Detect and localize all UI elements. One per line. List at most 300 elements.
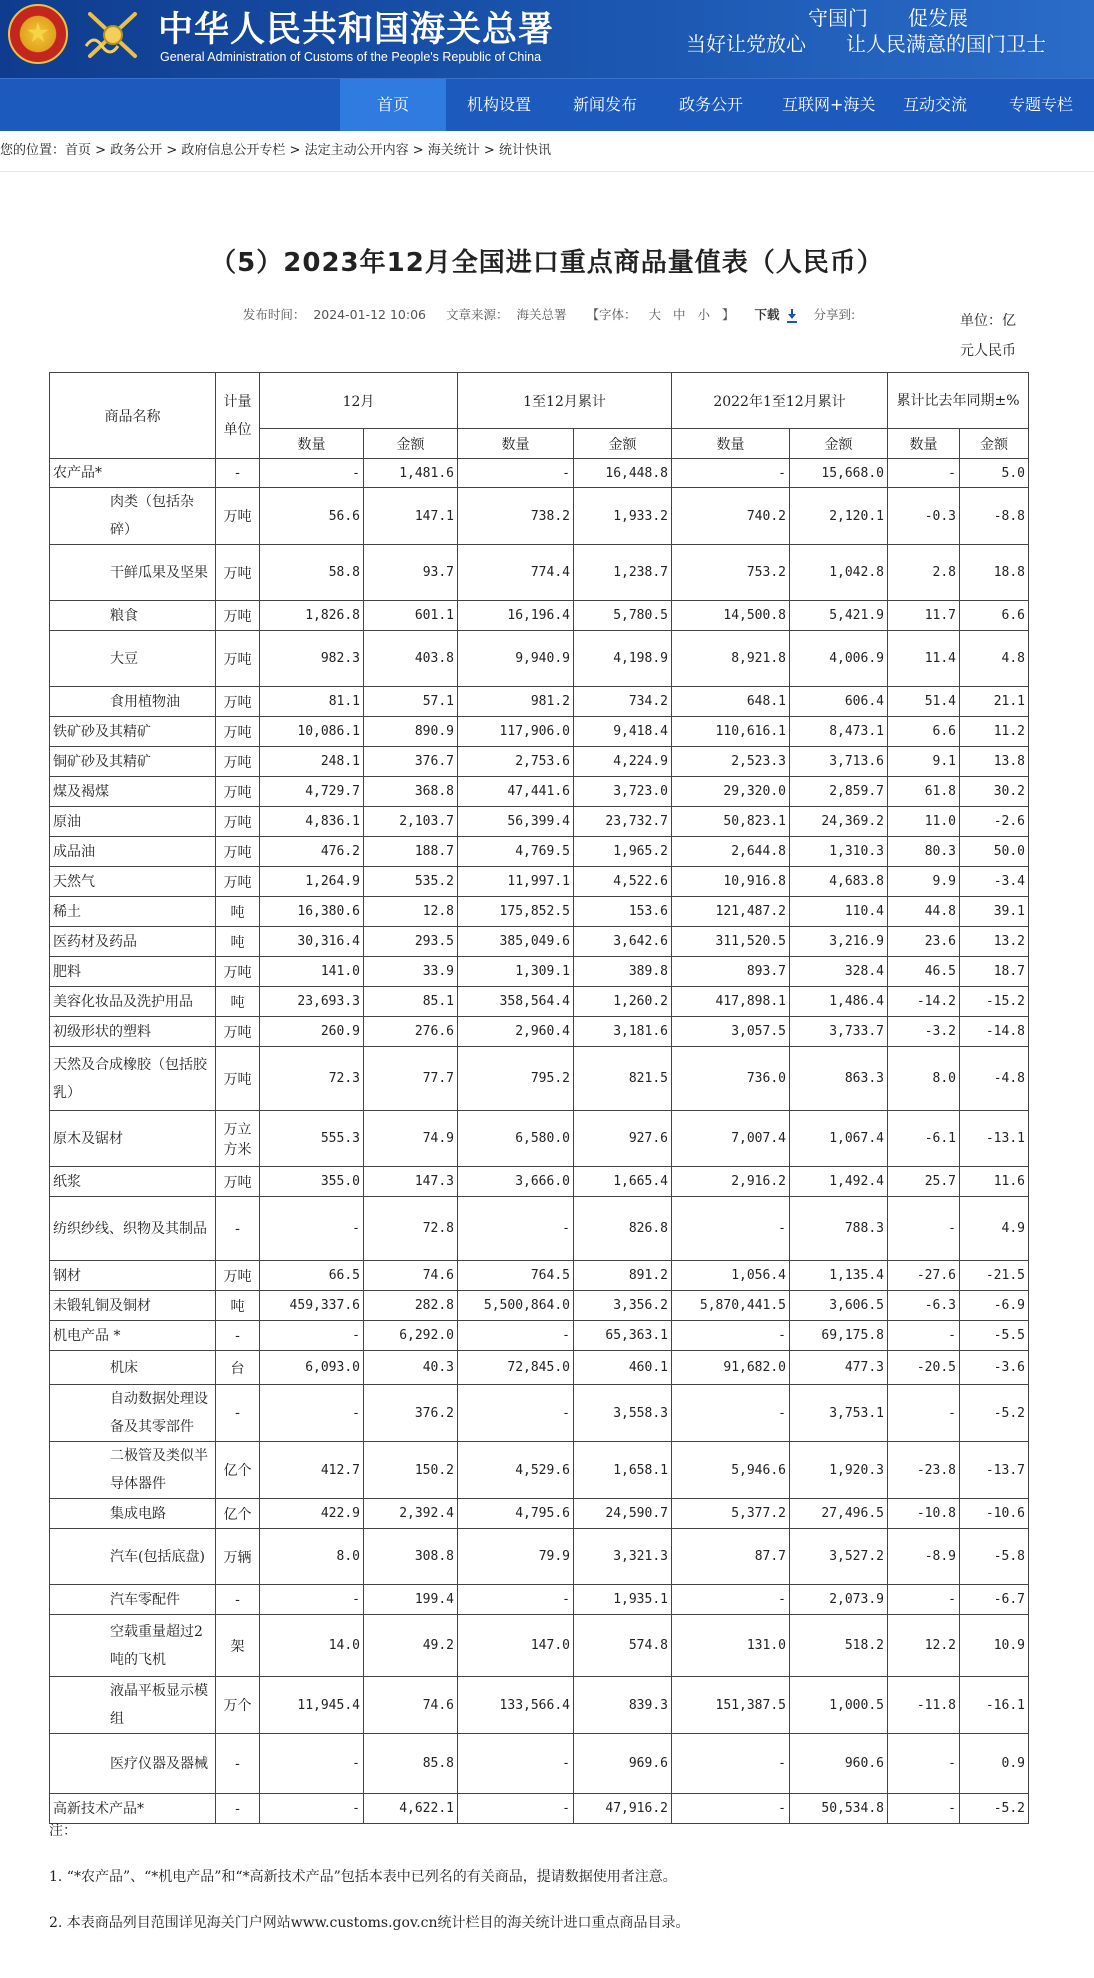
customs-logo-icon[interactable] (80, 6, 146, 66)
breadcrumb-link[interactable]: 统计快讯 (498, 143, 551, 158)
cell-yq: - (458, 1197, 574, 1261)
cell-name: 美容化妆品及洗护用品 (50, 987, 216, 1017)
cell-pa: 328.4 (790, 957, 888, 987)
nav-item[interactable]: 互联网+海关 (782, 95, 876, 114)
table-row (50, 957, 1029, 987)
cell-yq: - (458, 1385, 574, 1442)
cell-ca: 39.1 (960, 897, 1029, 927)
cell-dq: 10,086.1 (260, 717, 364, 747)
cell-ca: 30.2 (960, 777, 1029, 807)
table-row (50, 1734, 1029, 1794)
cell-cq: 23.6 (888, 927, 960, 957)
cell-yq: 738.2 (458, 488, 574, 545)
breadcrumb-separator: > (285, 143, 305, 158)
site-header (0, 0, 1094, 78)
cell-ca: -6.7 (960, 1585, 1029, 1615)
cell-cq: -8.9 (888, 1529, 960, 1585)
header-amt: 金额 (574, 429, 672, 459)
cell-pa: 5,421.9 (790, 601, 888, 631)
cell-name: 原木及锯材 (50, 1111, 216, 1167)
cell-dq: 11,945.4 (260, 1677, 364, 1734)
cell-da: 890.9 (364, 717, 458, 747)
cell-name: 二极管及类似半导体器件 (50, 1442, 216, 1499)
main-nav (0, 78, 1094, 131)
cell-cq: -20.5 (888, 1351, 960, 1385)
cell-ca: -10.6 (960, 1499, 1029, 1529)
cell-ya: 9,418.4 (574, 717, 672, 747)
cell-pa: 110.4 (790, 897, 888, 927)
cell-yq: 4,769.5 (458, 837, 574, 867)
cell-ya: 3,181.6 (574, 1017, 672, 1047)
cell-cq: 9.1 (888, 747, 960, 777)
cell-name: 煤及褐煤 (50, 777, 216, 807)
cell-yq: 133,566.4 (458, 1677, 574, 1734)
cell-cq: -27.6 (888, 1261, 960, 1291)
cell-ca: 10.9 (960, 1615, 1029, 1677)
cell-yq: 1,309.1 (458, 957, 574, 987)
cell-ya: 734.2 (574, 687, 672, 717)
publish-time-label (239, 307, 430, 322)
cell-unit: 吨 (216, 987, 260, 1017)
cell-pq: 50,823.1 (672, 807, 790, 837)
cell-cq: 11.7 (888, 601, 960, 631)
cell-unit: 万吨 (216, 837, 260, 867)
cell-da: 276.6 (364, 1017, 458, 1047)
cell-pq: - (672, 1794, 790, 1824)
cell-dq: 4,836.1 (260, 807, 364, 837)
share-label[interactable]: 分享到: (813, 307, 856, 322)
cell-da: 2,103.7 (364, 807, 458, 837)
cell-pa: 960.6 (790, 1734, 888, 1794)
cell-pa: 2,120.1 (790, 488, 888, 545)
slogan-line1: 守国门 促发展 (808, 6, 968, 30)
cell-pa: 1,067.4 (790, 1111, 888, 1167)
cell-da: 12.8 (364, 897, 458, 927)
cell-ca: 4.8 (960, 631, 1029, 687)
cell-ya: 23,732.7 (574, 807, 672, 837)
table-row (50, 1442, 1029, 1499)
cell-cq: 9.9 (888, 867, 960, 897)
cell-pq: 14,500.8 (672, 601, 790, 631)
cell-ca: -13.7 (960, 1442, 1029, 1499)
cell-da: 282.8 (364, 1291, 458, 1321)
cell-ca: -5.5 (960, 1321, 1029, 1351)
cell-yq: 764.5 (458, 1261, 574, 1291)
cell-dq: 555.3 (260, 1111, 364, 1167)
cell-ca: 4.9 (960, 1197, 1029, 1261)
table-body (50, 459, 1029, 1824)
cell-ya: 927.6 (574, 1111, 672, 1167)
table-row (50, 807, 1029, 837)
cell-pq: 5,377.2 (672, 1499, 790, 1529)
cell-name: 农产品* (50, 459, 216, 488)
cell-pq: 736.0 (672, 1047, 790, 1111)
cell-ca: -14.8 (960, 1017, 1029, 1047)
cell-pa: 863.3 (790, 1047, 888, 1111)
cell-ya: 1,665.4 (574, 1167, 672, 1197)
cell-dq: 459,337.6 (260, 1291, 364, 1321)
cell-unit: 万吨 (216, 747, 260, 777)
cell-yq: 175,852.5 (458, 897, 574, 927)
breadcrumb (0, 131, 1094, 172)
font-medium-button[interactable]: 中 (672, 307, 686, 322)
cell-unit: 万立方米 (216, 1111, 260, 1167)
cell-da: 1,481.6 (364, 459, 458, 488)
cell-pa: 3,733.7 (790, 1017, 888, 1047)
cell-ca: -4.8 (960, 1047, 1029, 1111)
national-emblem-icon[interactable] (8, 4, 68, 64)
cell-pa: 477.3 (790, 1351, 888, 1385)
cell-yq: 4,795.6 (458, 1499, 574, 1529)
table-row (50, 1261, 1029, 1291)
cell-da: 150.2 (364, 1442, 458, 1499)
cell-ca: -6.9 (960, 1291, 1029, 1321)
cell-ya: 891.2 (574, 1261, 672, 1291)
breadcrumb-link[interactable]: 首页 (65, 143, 92, 158)
cell-cq: -0.3 (888, 488, 960, 545)
header-qty: 数量 (888, 429, 960, 459)
cell-pa: 50,534.8 (790, 1794, 888, 1824)
cell-unit: 万吨 (216, 631, 260, 687)
nav-item[interactable]: 政务公开 (678, 95, 743, 114)
cell-yq: - (458, 1794, 574, 1824)
article-meta (0, 305, 1094, 323)
page-title: （5）2023年12月全国进口重点商品量值表（人民币） (210, 248, 884, 278)
cell-unit: 万个 (216, 1677, 260, 1734)
cell-pa: 8,473.1 (790, 717, 888, 747)
cell-name: 汽车(包括底盘) (50, 1529, 216, 1585)
cell-ca: -2.6 (960, 807, 1029, 837)
notes-label: 注： (49, 1823, 77, 1839)
table-row (50, 545, 1029, 601)
data-table-wrapper (49, 372, 1029, 1824)
cell-dq: 23,693.3 (260, 987, 364, 1017)
cell-unit: 万吨 (216, 867, 260, 897)
cell-yq: 358,564.4 (458, 987, 574, 1017)
table-row (50, 987, 1029, 1017)
table-row (50, 717, 1029, 747)
cell-pa: 1,486.4 (790, 987, 888, 1017)
cell-ya: 4,522.6 (574, 867, 672, 897)
cell-dq: 1,264.9 (260, 867, 364, 897)
cell-ya: 5,780.5 (574, 601, 672, 631)
cell-pq: 740.2 (672, 488, 790, 545)
nav-item[interactable]: 首页 (340, 79, 446, 131)
cell-name: 钢材 (50, 1261, 216, 1291)
source-label: 文章来源： (445, 307, 509, 322)
table-row (50, 1047, 1029, 1111)
cell-ya: 1,933.2 (574, 488, 672, 545)
cell-dq: 14.0 (260, 1615, 364, 1677)
cell-dq: 30,316.4 (260, 927, 364, 957)
cell-unit: - (216, 1385, 260, 1442)
cell-name: 铜矿砂及其精矿 (50, 747, 216, 777)
cell-ya: 1,965.2 (574, 837, 672, 867)
cell-dq: - (260, 1794, 364, 1824)
cell-unit: 万吨 (216, 717, 260, 747)
header-qty: 数量 (260, 429, 364, 459)
download-label: 下载 (754, 307, 780, 322)
cell-ya: 826.8 (574, 1197, 672, 1261)
breadcrumb-separator: > (408, 143, 428, 158)
cell-cq: - (888, 1321, 960, 1351)
cell-dq: 4,729.7 (260, 777, 364, 807)
cell-ca: 6.6 (960, 601, 1029, 631)
header-december: 12月 (260, 373, 458, 429)
cell-dq: 56.6 (260, 488, 364, 545)
cell-unit: 万吨 (216, 488, 260, 545)
cell-ya: 574.8 (574, 1615, 672, 1677)
cell-da: 376.7 (364, 747, 458, 777)
cell-ca: 0.9 (960, 1734, 1029, 1794)
cell-name: 肥料 (50, 957, 216, 987)
cell-dq: - (260, 1385, 364, 1442)
cell-dq: 1,826.8 (260, 601, 364, 631)
cell-cq: -23.8 (888, 1442, 960, 1499)
breadcrumb-link[interactable]: 政府信息公开专栏 (181, 143, 286, 158)
table-row (50, 1111, 1029, 1167)
cell-pa: 518.2 (790, 1615, 888, 1677)
cell-da: 74.6 (364, 1677, 458, 1734)
nav-item[interactable]: 新闻发布 (572, 95, 637, 114)
breadcrumb-separator: > (479, 143, 499, 158)
cell-dq: 58.8 (260, 545, 364, 601)
nav-item[interactable]: 机构设置 (466, 95, 531, 114)
cell-pq: 2,523.3 (672, 747, 790, 777)
cell-dq: - (260, 1734, 364, 1794)
breadcrumb-link[interactable]: 海关统计 (427, 143, 480, 158)
breadcrumb-link[interactable]: 法定主动公开内容 (304, 143, 409, 158)
cell-dq: 982.3 (260, 631, 364, 687)
cell-pq: 110,616.1 (672, 717, 790, 747)
cell-ya: 4,198.9 (574, 631, 672, 687)
cell-name: 稀土 (50, 897, 216, 927)
cell-ya: 1,260.2 (574, 987, 672, 1017)
cell-yq: - (458, 1585, 574, 1615)
cell-da: 4,622.1 (364, 1794, 458, 1824)
cell-unit: 万吨 (216, 807, 260, 837)
cell-yq: 72,845.0 (458, 1351, 574, 1385)
slogan-line2: 当好让党放心 让人民满意的国门卫士 (686, 32, 1046, 56)
cell-pa: 4,683.8 (790, 867, 888, 897)
cell-unit: 万吨 (216, 777, 260, 807)
cell-dq: 72.3 (260, 1047, 364, 1111)
cell-unit: - (216, 1794, 260, 1824)
cell-yq: 56,399.4 (458, 807, 574, 837)
unit-line1: 单位：亿 (960, 313, 1016, 329)
cell-ca: 18.7 (960, 957, 1029, 987)
cell-name: 天然气 (50, 867, 216, 897)
cell-ca: 13.2 (960, 927, 1029, 957)
cell-unit: - (216, 1321, 260, 1351)
nav-item[interactable]: 互动交流 (902, 95, 967, 114)
cell-pa: 4,006.9 (790, 631, 888, 687)
cell-name: 医药材及药品 (50, 927, 216, 957)
cell-unit: 架 (216, 1615, 260, 1677)
cell-name: 纺织纱线、织物及其制品 (50, 1197, 216, 1261)
cell-ya: 3,321.3 (574, 1529, 672, 1585)
cell-name: 液晶平板显示模组 (50, 1677, 216, 1734)
table-row (50, 1585, 1029, 1615)
cell-unit: 吨 (216, 897, 260, 927)
font-label: 【字体： (586, 307, 637, 322)
cell-da: 57.1 (364, 687, 458, 717)
import-goods-table (49, 372, 1029, 1824)
cell-ya: 1,658.1 (574, 1442, 672, 1499)
cell-cq: 8.0 (888, 1047, 960, 1111)
cell-name: 纸浆 (50, 1167, 216, 1197)
cell-yq: 6,580.0 (458, 1111, 574, 1167)
cell-yq: 2,753.6 (458, 747, 574, 777)
cell-pa: 15,668.0 (790, 459, 888, 488)
cell-ca: 11.6 (960, 1167, 1029, 1197)
cell-yq: 147.0 (458, 1615, 574, 1677)
cell-cq: 12.2 (888, 1615, 960, 1677)
nav-item[interactable]: 专题专栏 (1008, 95, 1073, 114)
cell-unit: 万吨 (216, 601, 260, 631)
source-value: 海关总署 (516, 307, 567, 322)
cell-pq: 2,916.2 (672, 1167, 790, 1197)
cell-da: 6,292.0 (364, 1321, 458, 1351)
cell-unit: 亿个 (216, 1442, 260, 1499)
cell-cq: 61.8 (888, 777, 960, 807)
cell-da: 85.8 (364, 1734, 458, 1794)
cell-ca: 18.8 (960, 545, 1029, 601)
download-button[interactable] (750, 307, 801, 322)
notes (49, 1820, 690, 1958)
header-amt: 金额 (790, 429, 888, 459)
cell-ya: 1,935.1 (574, 1585, 672, 1615)
cell-cq: 2.8 (888, 545, 960, 601)
cell-pa: 1,135.4 (790, 1261, 888, 1291)
cell-pq: - (672, 1197, 790, 1261)
cell-yq: 3,666.0 (458, 1167, 574, 1197)
cell-cq: -6.1 (888, 1111, 960, 1167)
cell-pa: 3,753.1 (790, 1385, 888, 1442)
cell-yq: 117,906.0 (458, 717, 574, 747)
unit-line2: 元人民币 (960, 343, 1016, 359)
cell-da: 293.5 (364, 927, 458, 957)
cell-ca: 11.2 (960, 717, 1029, 747)
cell-unit: - (216, 1585, 260, 1615)
breadcrumb-separator: > (162, 143, 182, 158)
table-row (50, 927, 1029, 957)
cell-pq: - (672, 459, 790, 488)
cell-da: 93.7 (364, 545, 458, 601)
cell-yq: 5,500,864.0 (458, 1291, 574, 1321)
header-prev-ytd: 2022年1至12月累计 (672, 373, 888, 429)
cell-cq: -10.8 (888, 1499, 960, 1529)
table-row (50, 1197, 1029, 1261)
cell-ya: 47,916.2 (574, 1794, 672, 1824)
table-row (50, 1017, 1029, 1047)
cell-unit: 台 (216, 1351, 260, 1385)
cell-ca: 50.0 (960, 837, 1029, 867)
cell-dq: 422.9 (260, 1499, 364, 1529)
cell-da: 535.2 (364, 867, 458, 897)
download-icon (787, 309, 797, 323)
breadcrumb-link[interactable]: 政务公开 (110, 143, 163, 158)
cell-ya: 3,356.2 (574, 1291, 672, 1321)
cell-pa: 69,175.8 (790, 1321, 888, 1351)
cell-pq: 87.7 (672, 1529, 790, 1585)
cell-name: 食用植物油 (50, 687, 216, 717)
publish-time: 2024-01-12 10:06 (313, 307, 426, 322)
cell-name: 汽车零配件 (50, 1585, 216, 1615)
cell-unit: 万吨 (216, 545, 260, 601)
site-subtitle: General Administration of Customs of the People's Republic of China (160, 50, 542, 64)
font-large-button[interactable]: 大 (648, 307, 661, 322)
cell-yq: 385,049.6 (458, 927, 574, 957)
cell-cq: 6.6 (888, 717, 960, 747)
cell-unit: 吨 (216, 927, 260, 957)
cell-dq: 66.5 (260, 1261, 364, 1291)
cell-name: 集成电路 (50, 1499, 216, 1529)
cell-pa: 3,606.5 (790, 1291, 888, 1321)
header-ytd: 1至12月累计 (458, 373, 672, 429)
cell-pq: 5,946.6 (672, 1442, 790, 1499)
cell-pq: - (672, 1385, 790, 1442)
cell-da: 85.1 (364, 987, 458, 1017)
cell-yq: 11,997.1 (458, 867, 574, 897)
cell-da: 188.7 (364, 837, 458, 867)
cell-da: 199.4 (364, 1585, 458, 1615)
note-1: 1. “*农产品”、“*机电产品”和“*高新技术产品”包括本表中已列名的有关商品，提请数据使用者注意。 (49, 1869, 677, 1885)
cell-dq: - (260, 459, 364, 488)
cell-cq: - (888, 1585, 960, 1615)
cell-pq: 29,320.0 (672, 777, 790, 807)
cell-cq: -3.2 (888, 1017, 960, 1047)
cell-yq: 774.4 (458, 545, 574, 601)
cell-da: 147.1 (364, 488, 458, 545)
cell-ya: 460.1 (574, 1351, 672, 1385)
cell-ya: 24,590.7 (574, 1499, 672, 1529)
cell-ca: -3.6 (960, 1351, 1029, 1385)
cell-cq: - (888, 1794, 960, 1824)
cell-ca: -21.5 (960, 1261, 1029, 1291)
cell-pa: 3,216.9 (790, 927, 888, 957)
cell-dq: 476.2 (260, 837, 364, 867)
cell-ca: -16.1 (960, 1677, 1029, 1734)
table-row (50, 1529, 1029, 1585)
cell-pq: 7,007.4 (672, 1111, 790, 1167)
cell-dq: 260.9 (260, 1017, 364, 1047)
cell-cq: - (888, 459, 960, 488)
cell-da: 376.2 (364, 1385, 458, 1442)
site-title[interactable]: 中华人民共和国海关总署 (158, 9, 555, 50)
cell-ya: 821.5 (574, 1047, 672, 1111)
cell-name: 铁矿砂及其精矿 (50, 717, 216, 747)
cell-dq: 248.1 (260, 747, 364, 777)
cell-ya: 3,642.6 (574, 927, 672, 957)
cell-name: 初级形状的塑料 (50, 1017, 216, 1047)
cell-yq: - (458, 459, 574, 488)
cell-cq: 46.5 (888, 957, 960, 987)
cell-dq: 141.0 (260, 957, 364, 987)
font-small-button[interactable]: 小 (697, 307, 710, 322)
cell-ca: 21.1 (960, 687, 1029, 717)
cell-ya: 969.6 (574, 1734, 672, 1794)
cell-pq: 1,056.4 (672, 1261, 790, 1291)
cell-pa: 606.4 (790, 687, 888, 717)
cell-pq: 311,520.5 (672, 927, 790, 957)
cell-pq: 131.0 (672, 1615, 790, 1677)
cell-ya: 1,238.7 (574, 545, 672, 601)
cell-pa: 27,496.5 (790, 1499, 888, 1529)
cell-pa: 3,713.6 (790, 747, 888, 777)
cell-pq: 648.1 (672, 687, 790, 717)
table-row (50, 867, 1029, 897)
